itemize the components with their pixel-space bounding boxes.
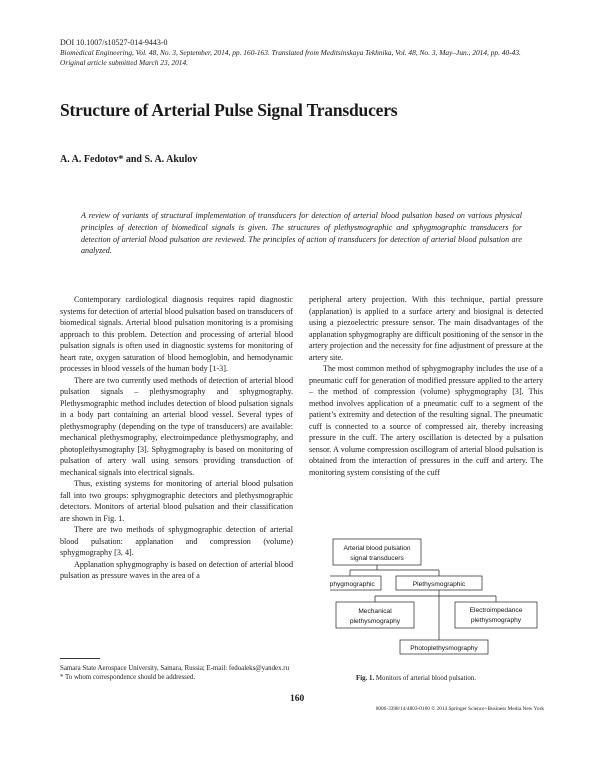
body-paragraph: Contemporary cardiological diagnosis requires rapid diagnostic systems for detection of arterial blood pulsation based on transducers of biomedical signals. Arterial blood pulsation monitoring is a promising approach to this problem. Detection and processing of arterial blood pulsation signals is often used in diagnostic systems for monitoring of heart rate, oxygen saturation of blood hemoglobin, and hemodynamic processes in blood vessels of the human body [1-3]. xyxy=(60,295,293,373)
doi-line: DOI 10.1007/s10527-014-9443-0 xyxy=(60,38,168,47)
label-root: Arterial blood pulsation xyxy=(343,545,411,552)
label-plethysmographic: Plethysmographic xyxy=(412,581,466,588)
body-column-right xyxy=(309,294,543,478)
label-photoplethysmography: Photoplethysmography xyxy=(410,645,478,652)
body-paragraph: There are two methods of sphygmographic detection of arterial blood pulsation: applanation and compression (volume) sphygmography [3, 4]. xyxy=(60,525,293,557)
body-paragraph: There are two currently used methods of detection of arterial blood pulsation signals – plethysmography and sphygmography. Plethysmographic method includes detection of blood pulsation signals in a body part containing an arterial blood vessel. Several types of plethysmography (depending on the type of transducers) are available: mechanical plethysmography, electroimpedance plethysmography, and photoplethysmography [3]. Sphygmography is based on monitoring of pulsation of artery wall using sensors providing transduction of mechanical signals into electrical signals. xyxy=(60,375,293,477)
figure-caption-text: Monitors of arterial blood pulsation. xyxy=(375,675,477,682)
label-electroimpedance: Electroimpedance xyxy=(469,607,523,614)
box-electroimpedance xyxy=(455,602,537,628)
citation-line: Biomedical Engineering, Vol. 48, No. 3, September, 2014, pp. 160-163. Translated from Meditsinskaya Tekhnika, Vol. 48, No. 3, May–Jun., 2014, pp. 40-43. xyxy=(60,48,521,57)
label-mechanical: plethysmography xyxy=(349,618,401,625)
header-metadata xyxy=(60,38,560,68)
body-paragraph: The most common method of sphygmography includes the use of a pneumatic cuff for generation of modified pressure applied to the artery – the method of compression (volume) sphygmography [3]. This method involves application of a pneumatic cuff to a segment of the patient’s extremity and detection of the resulting signal. The pneumatic cuff is connected to a source of compressed air, thereby increasing pressure in the cuff. The artery oscillation is detected by a pulsation sensor. A volume compression oscillogram of arterial blood pulsation is obtained from the interaction of pressures in the cuff and artery. The monitoring system consisting of the cuff xyxy=(309,364,543,477)
page-number: 160 xyxy=(290,694,305,704)
article-title: Structure of Arterial Pulse Signal Transducers xyxy=(60,100,398,120)
footnotes xyxy=(60,664,293,682)
submission-line: Original article submitted March 23, 2014. xyxy=(60,58,189,67)
affiliation-footnote: Samara State Aerospace University, Samara, Russia; E-mail: fedoaleks@yandex.ru xyxy=(60,665,290,672)
figure-1-diagram xyxy=(330,536,542,666)
abstract: A review of variants of structural implementation of transducers for detection of arterial blood pulsation based on various physical principles of detection of biomedical signals is given. The structures of plethysmographic and sphygmographic transducers for detection of arterial blood pulsation are reviewed. The principles of action of transducers for detection of arterial blood pulsation are analyzed. xyxy=(81,211,522,256)
label-mechanical: Mechanical xyxy=(358,608,392,615)
label-sphygmographic: Sphygmographic xyxy=(330,581,375,588)
footnote-divider xyxy=(60,658,100,659)
body-paragraph: Thus, existing systems for monitoring of arterial blood pulsation fall into two groups: sphygmographic detectors and plethysmographic detectors. Monitors of arterial blood pulsation and their classification are shown in Fig. 1. xyxy=(60,479,293,523)
label-root: signal transducers xyxy=(350,555,404,562)
authors-line: A. A. Fedotov* and S. A. Akulov xyxy=(60,154,198,165)
figure-caption xyxy=(356,675,476,682)
body-column-left xyxy=(60,294,293,582)
label-electroimpedance: plethysmography xyxy=(470,617,522,624)
figure-caption-label: Fig. 1. xyxy=(356,675,375,682)
body-paragraph: peripheral artery projection. With this technique, partial pressure (applanation) is applied to a surface artery and biosignal is detected using a piezoelectric pressure sensor. The main disadvantages of the applanation sphygmography are difficult positioning of the sensor in the artery projection and the necessity for fine adjustment of pressure at the artery site. xyxy=(309,295,543,362)
body-paragraph: Applanation sphygmography is based on detection of arterial blood pulsation as pressure waves in the area of a xyxy=(60,559,293,580)
copyright-line: 0006-3398/14/4803-0160 © 2014 Springer Science+Business Media New York xyxy=(375,706,544,712)
corresponding-footnote: * To whom correspondence should be addressed. xyxy=(60,674,196,682)
